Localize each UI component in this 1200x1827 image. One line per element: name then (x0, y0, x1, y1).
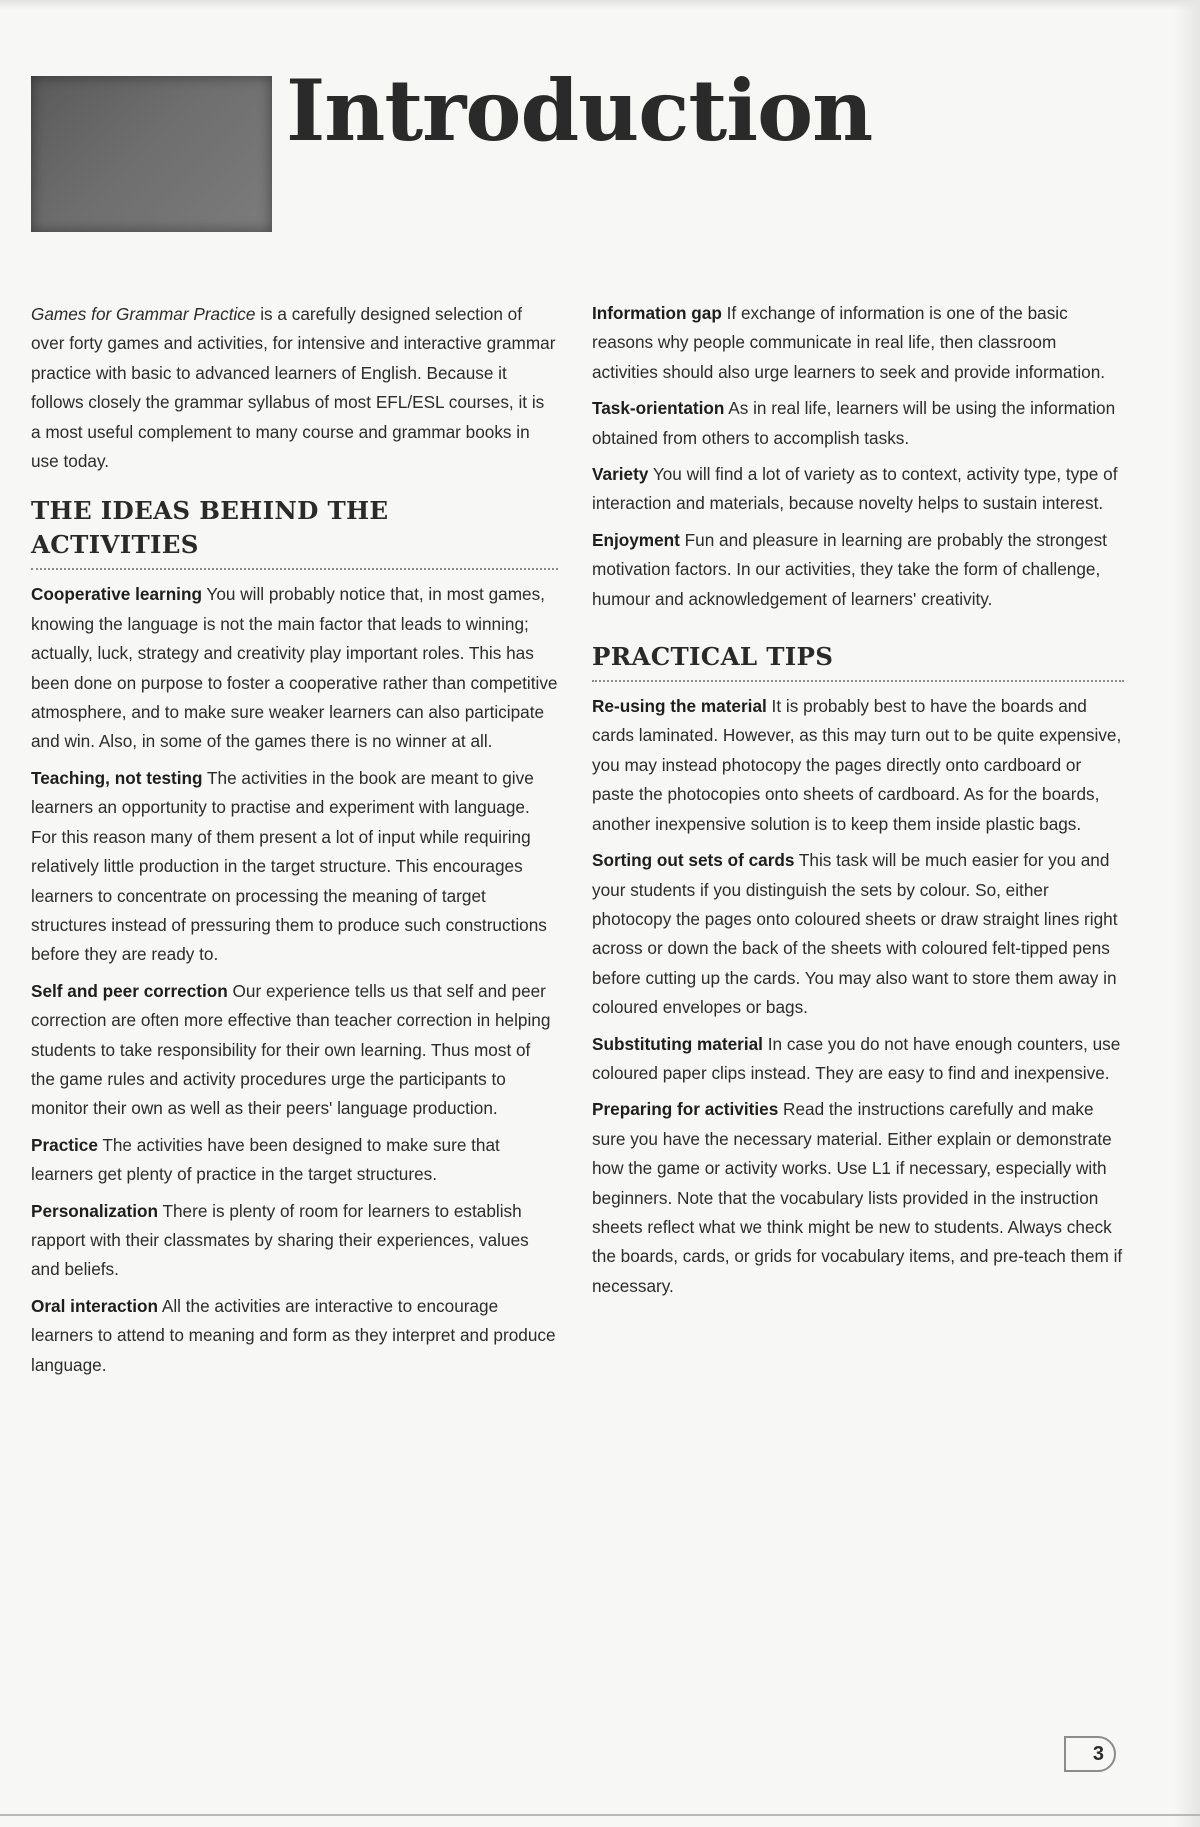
idea-paragraph (31, 1197, 558, 1285)
idea-term: Variety (592, 464, 649, 485)
idea-paragraph (592, 526, 1124, 614)
idea-text: There is plenty of room for learners to establish rapport with their classmates by sharing their experiences, values and beliefs. (31, 1200, 529, 1280)
left-column (31, 300, 558, 1387)
tip-text: In case you do not have enough counters, use coloured paper clips instead. They are easy to find and inexpensive. (592, 1033, 1121, 1083)
idea-text: As in real life, learners will be using the information obtained from others to accomplish tasks. (592, 398, 1116, 448)
idea-paragraph (31, 764, 558, 970)
tips-heading: PRACTICAL TIPS (592, 640, 1124, 682)
idea-paragraph (31, 977, 558, 1124)
idea-text: If exchange of information is one of the basic reasons why people communicate in real life, then classroom activities should also urge learners to seek and provide information. (592, 303, 1106, 382)
idea-text: All the activities are interactive to encourage learners to attend to meaning and form as they interpret and produce language. (31, 1295, 556, 1375)
right-column (592, 299, 1124, 1308)
idea-term: Task-orientation (592, 398, 725, 419)
idea-term: Practice (31, 1134, 98, 1155)
tip-text: This task will be much easier for you and your students if you distinguish the sets by colour. So, either photocopy the pages onto coloured sheets or draw straight lines right across or down the back of the sheets with coloured felt-tipped pens before cutting up the cards. You may also want to store them away in coloured envelopes or bags. (592, 850, 1118, 1018)
idea-paragraph (31, 580, 558, 756)
idea-paragraph (31, 1292, 558, 1380)
idea-term: Oral interaction (31, 1295, 159, 1316)
idea-paragraph (592, 394, 1124, 453)
tip-paragraph (592, 1095, 1124, 1301)
idea-text: Our experience tells us that self and peer correction are often more effective than teacher correction in helping students to take responsibility for their own learning. Thus most of the game rules and activity procedures urge the participants to monitor their own as well as their peers' language production. (31, 980, 551, 1119)
tip-term: Sorting out sets of cards (592, 850, 795, 871)
intro-paragraph (31, 300, 558, 476)
idea-paragraph (592, 299, 1124, 387)
page-number: 3 (1064, 1736, 1116, 1772)
header-image-block (31, 76, 272, 232)
page-title: Introduction (286, 61, 873, 160)
idea-paragraph (31, 1131, 558, 1190)
page-top-edge (0, 0, 1200, 10)
idea-term: Enjoyment (592, 529, 680, 550)
tip-paragraph (592, 1030, 1124, 1089)
idea-term: Self and peer correction (31, 980, 228, 1001)
tip-paragraph (592, 846, 1124, 1022)
idea-paragraph (592, 460, 1124, 519)
idea-text: You will find a lot of variety as to context, activity type, type of interaction and materials, because novelty helps to sustain interest. (592, 464, 1118, 514)
page-right-edge (1174, 0, 1200, 1827)
idea-term: Information gap (592, 303, 722, 323)
tip-term: Preparing for activities (592, 1099, 779, 1120)
idea-text: You will probably notice that, in most games, knowing the language is not the main factor that leads to winning; actually, luck, strategy and creativity play important roles. This has been done on purpose to foster a cooperative rather than competitive atmosphere, and to make sure weaker learners can also participate and win. Also, in some of the games there is no winner at all. (31, 584, 558, 752)
idea-text: The activities have been designed to make sure that learners get plenty of practice in the target structures. (31, 1134, 500, 1185)
ideas-heading: THE IDEAS BEHIND THE ACTIVITIES (31, 494, 558, 570)
tip-term: Substituting material (592, 1033, 763, 1054)
idea-term: Personalization (31, 1200, 159, 1221)
intro-text: is a carefully designed selection of over forty games and activities, for intensive and interactive grammar practice with basic to advanced learners of English. Because it follows closely the grammar syllabus of most EFL/ESL courses, it is a most useful complement to many course and grammar books in use today. (31, 304, 556, 472)
tip-paragraph (592, 692, 1124, 839)
tip-text: It is probably best to have the boards and cards laminated. However, as this may turn out to be quite expensive, you may instead photocopy the pages directly onto cardboard or paste the photocopies onto sheets of cardboard. As for the boards, another inexpensive solution is to keep them inside plastic bags. (592, 696, 1122, 834)
tip-term: Re-using the material (592, 696, 767, 717)
idea-text: Fun and pleasure in learning are probably the strongest motivation factors. In our activities, they take the form of challenge, humour and acknowledgement of learners' creativity. (592, 529, 1107, 609)
idea-term: Cooperative learning (31, 584, 202, 605)
idea-term: Teaching, not testing (31, 767, 203, 788)
tip-text: Read the instructions carefully and make sure you have the necessary material. Either explain or demonstrate how the game or activity works. Use L1 if necessary, especially with beginners. Note that the vocabulary lists provided in the instruction sheets reflect what we think might be new to students. Always check the boards, cards, or grids for vocabulary items, and pre-teach them if necessary. (592, 1099, 1123, 1296)
book-title: Games for Grammar Practice (31, 304, 256, 324)
idea-text: The activities in the book are meant to give learners an opportunity to practise and experiment with language. For this reason many of them present a lot of input while requiring relatively little production in the target structure. This encourages learners to concentrate on processing the meaning of target structures instead of pressuring them to produce such constructions before they are ready to. (31, 767, 547, 965)
bottom-rule (0, 1814, 1200, 1816)
